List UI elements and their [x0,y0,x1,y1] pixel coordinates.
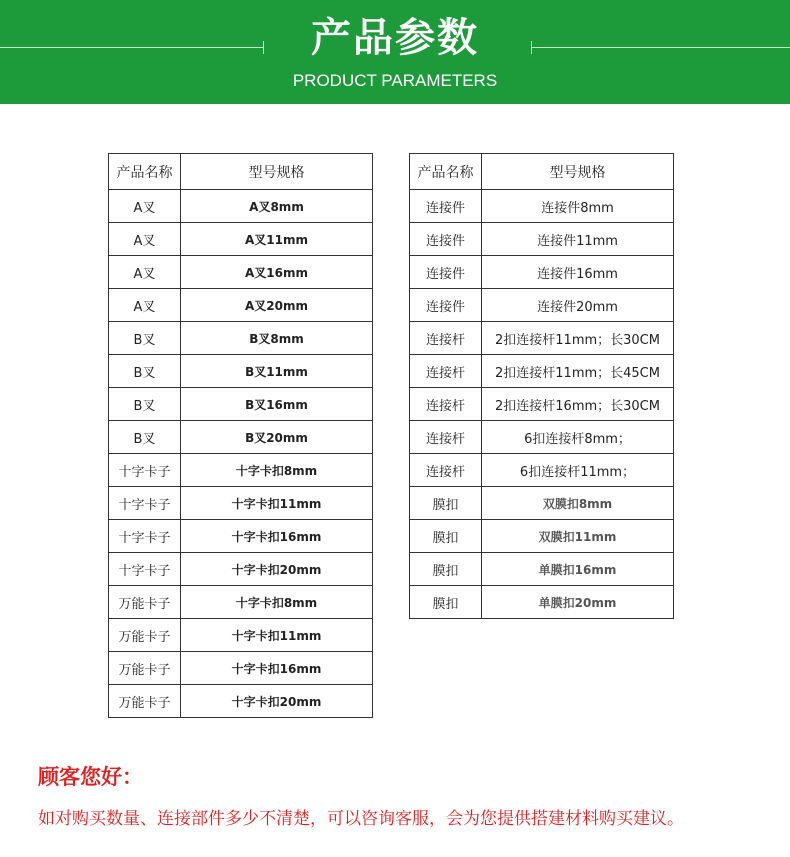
model-spec-cell: 单膜扣16mm [482,553,674,586]
table-row [410,454,674,487]
model-spec-cell: A叉8mm [181,190,373,223]
model-spec-cell: 十字卡扣11mm [181,487,373,520]
table-row [410,256,674,289]
table-row [410,355,674,388]
model-spec-cell: A叉20mm [181,289,373,322]
table-row [109,619,373,652]
model-spec-cell: 2扣连接杆16mm；长30CM [482,388,674,421]
model-spec-cell: 连接件20mm [482,289,674,322]
product-name-cell: 膜扣 [410,586,482,619]
product-name-cell: 万能卡子 [109,652,181,685]
product-name-cell: 万能卡子 [109,685,181,718]
table-row [410,388,674,421]
product-name-cell: A叉 [109,190,181,223]
table-row [109,355,373,388]
product-name-cell: 十字卡子 [109,454,181,487]
header-model-spec: 型号规格 [181,154,373,190]
table-header-row [109,154,373,190]
product-name-cell: A叉 [109,256,181,289]
table-row [109,520,373,553]
advice-note: 如对购买数量、连接部件多少不清楚，可以咨询客服，会为您提供搭建材料购买建议。 [38,809,684,829]
model-spec-cell: 十字卡扣20mm [181,685,373,718]
table-row [410,223,674,256]
model-spec-cell: 十字卡扣16mm [181,652,373,685]
product-name-cell: 连接杆 [410,355,482,388]
table-row [109,553,373,586]
product-name-cell: A叉 [109,289,181,322]
product-name-cell: 万能卡子 [109,586,181,619]
model-spec-cell: 连接件11mm [482,223,674,256]
table-row [410,487,674,520]
product-name-cell: 连接杆 [410,322,482,355]
model-spec-cell: 双膜扣11mm [482,520,674,553]
table-row [410,289,674,322]
header-product-name: 产品名称 [410,154,482,190]
model-spec-cell: 十字卡扣8mm [181,454,373,487]
product-name-cell: 膜扣 [410,487,482,520]
model-spec-cell: 6扣连接杆11mm； [482,454,674,487]
table-row [109,586,373,619]
model-spec-cell: 十字卡扣8mm [181,586,373,619]
model-spec-cell: 2扣连接杆11mm；长30CM [482,322,674,355]
product-name-cell: 连接件 [410,223,482,256]
model-spec-cell: B叉20mm [181,421,373,454]
model-spec-cell: 十字卡扣11mm [181,619,373,652]
spec-table-left [108,153,373,718]
header-model-spec: 型号规格 [482,154,674,190]
product-name-cell: 连接杆 [410,388,482,421]
model-spec-cell: 2扣连接杆11mm；长45CM [482,355,674,388]
product-name-cell: 万能卡子 [109,619,181,652]
model-spec-cell: 十字卡扣20mm [181,553,373,586]
model-spec-cell: 连接件16mm [482,256,674,289]
table-row [109,487,373,520]
table-header-row [410,154,674,190]
model-spec-cell: 双膜扣8mm [482,487,674,520]
table-row [109,190,373,223]
product-name-cell: B叉 [109,421,181,454]
table-row [410,322,674,355]
table-row [109,388,373,421]
table-row [410,421,674,454]
product-name-cell: 连接件 [410,289,482,322]
table-row [109,289,373,322]
page-title: 产品参数 [311,15,479,61]
product-name-cell: B叉 [109,322,181,355]
greeting-text: 顾客您好： [38,765,143,789]
model-spec-cell: B叉11mm [181,355,373,388]
model-spec-cell: 单膜扣20mm [482,586,674,619]
page-subtitle: PRODUCT PARAMETERS [292,71,498,90]
product-name-cell: A叉 [109,223,181,256]
table-row [109,223,373,256]
table-row [410,553,674,586]
table-row [109,652,373,685]
table-row [410,190,674,223]
table-row [109,454,373,487]
model-spec-cell: B叉16mm [181,388,373,421]
model-spec-cell: B叉8mm [181,322,373,355]
product-name-cell: 连接件 [410,256,482,289]
model-spec-cell: 连接件8mm [482,190,674,223]
product-name-cell: 十字卡子 [109,487,181,520]
product-name-cell: B叉 [109,388,181,421]
product-name-cell: 十字卡子 [109,553,181,586]
table-row [109,256,373,289]
product-name-cell: 连接件 [410,190,482,223]
header-banner [0,0,790,104]
product-name-cell: 连接杆 [410,454,482,487]
table-row [109,421,373,454]
model-spec-cell: 十字卡扣16mm [181,520,373,553]
model-spec-cell: A叉16mm [181,256,373,289]
table-row [410,520,674,553]
spec-table-right [409,153,674,619]
table-row [109,685,373,718]
table-row [109,322,373,355]
product-name-cell: 膜扣 [410,553,482,586]
product-name-cell: 膜扣 [410,520,482,553]
model-spec-cell: A叉11mm [181,223,373,256]
table-row [410,586,674,619]
product-name-cell: 十字卡子 [109,520,181,553]
header-product-name: 产品名称 [109,154,181,190]
model-spec-cell: 6扣连接杆8mm； [482,421,674,454]
product-name-cell: 连接杆 [410,421,482,454]
product-name-cell: B叉 [109,355,181,388]
